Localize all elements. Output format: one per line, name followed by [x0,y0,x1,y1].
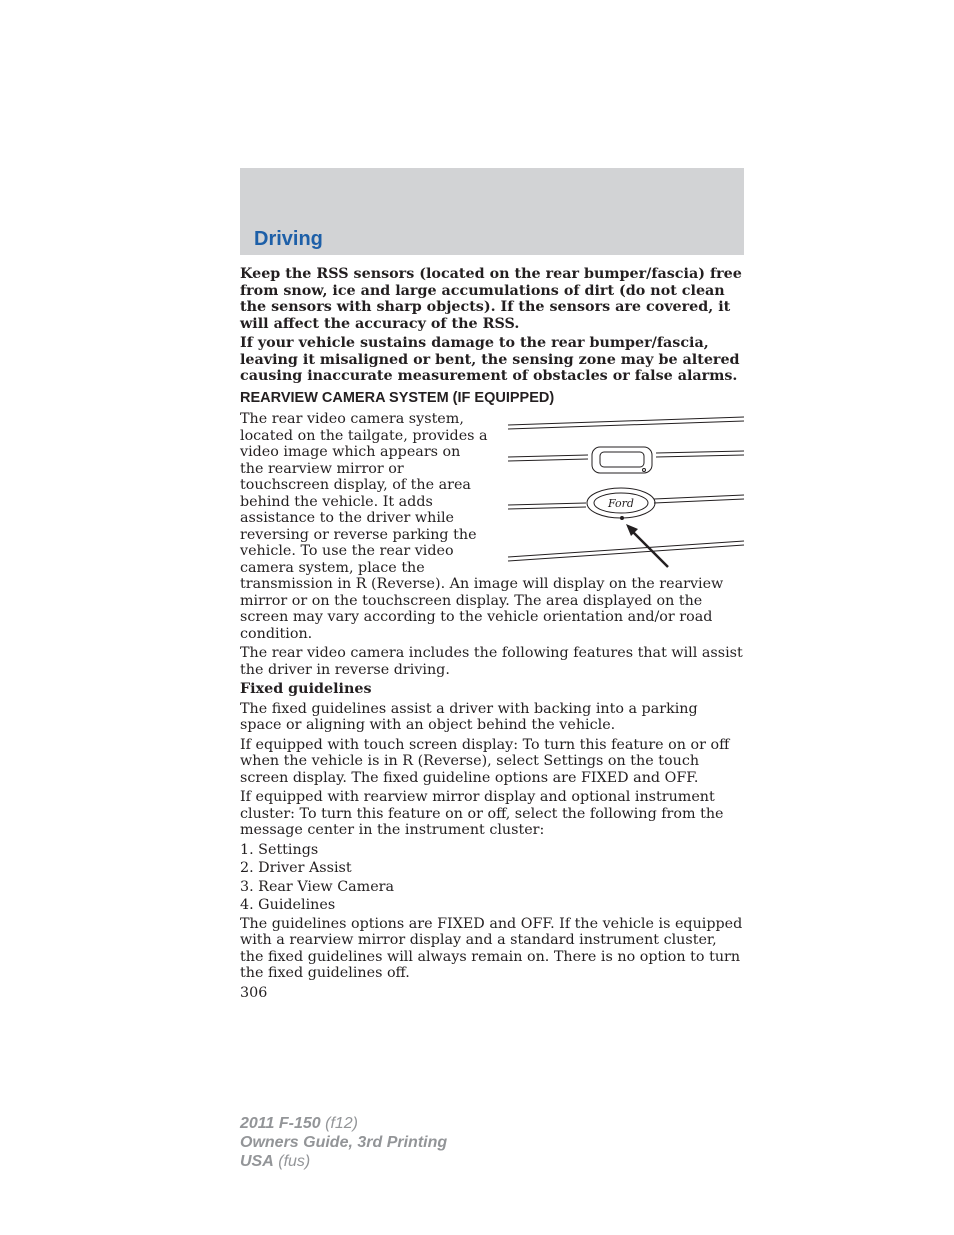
footer-guide: Owners Guide, 3rd Printing [240,1134,448,1151]
page-content [240,266,743,1004]
tailgate-panel-line [656,451,744,453]
touchscreen-instructions: If equipped with touch screen display: To turn this feature on or off when the vehicle is in R (Reverse), select Settings on the touch screen display. The fixed guideline options are FIXED and OFF. [240,736,730,786]
tailgate-panel-line [656,455,744,457]
section-header-band [240,168,744,255]
tailgate-camera-illustration [496,411,746,573]
document-footer [240,1114,447,1171]
camera-pointer-arrow [632,531,668,567]
warning-sensors: Keep the RSS sensors (located on the rear bumper/fascia) free from snow, ice and large accumulations of dirt (do not clean the sensors with sharp objects). If the sensors are covered, it will affect the accuracy of the RSS. [240,266,742,332]
step-item: 2. Driver Assist [240,860,352,876]
mirror-display-instructions: If equipped with rearview mirror display and optional instrument cluster: To turn this feature on or off, select the following from the message center in the instrument cluster: [240,789,724,838]
camera-intro-paragraph: The rear video camera system, located on the tailgate, provides a video image which appears on the rearview mirror or touchscreen display, of the area behind the vehicle. It adds assistance to the driver while reversing or reverse parking the vehicle. To use the rear video camera system, place the transmission in R (Reverse). An image will display on the rearview mirror or on the touchscreen display. The area displayed on the screen may vary according to the vehicle orientation and/or road condition. [240,411,724,642]
warning-bumper-damage: If your vehicle sustains damage to the rear bumper/fascia, leaving it misaligned or bent, the sensing zone may be altered causing inaccurate measurement of obstacles or false alarms. [240,335,740,384]
tailgate-panel-line [654,499,744,503]
section-title: Driving [254,228,323,250]
footer-market-code: (fus) [278,1153,311,1170]
tailgate-panel-line [508,455,588,457]
rearview-camera-heading: REARVIEW CAMERA SYSTEM (IF EQUIPPED) [240,389,555,406]
ford-logo-text: Ford [608,497,634,510]
step-item: 1. Settings [240,841,319,858]
footer-model: 2011 F-150 [240,1115,321,1132]
guidelines-options-paragraph: The guidelines options are FIXED and OFF. If the vehicle is equipped with a rearview mirror display and a standard instrument cluster, the fixed guidelines will always remain on. There is no option to turn the fixed guidelines off. [240,915,743,981]
tailgate-panel-line [508,503,586,505]
tailgate-edge-line [508,421,744,429]
footer-line-3 [240,1152,447,1171]
step-item: 4. Guidelines [240,897,336,913]
tailgate-keyhole [643,469,646,472]
footer-market: USA [240,1153,274,1170]
tailgate-panel-line [508,459,588,461]
footer-model-code: (f12) [325,1115,359,1132]
tailgate-panel-line [654,495,744,499]
guidelines-description: The fixed guidelines assist a driver with backing into a parking space or aligning with an object behind the vehicle. [240,700,698,733]
tailgate-edge-line [508,417,744,425]
tailgate-panel-line [508,507,586,509]
camera-lens [621,517,624,520]
page-number: 306 [240,984,268,1001]
fixed-guidelines-subheading: Fixed guidelines [240,681,372,697]
tailgate-edge-line [508,545,744,561]
tailgate-camera-drawing [496,411,746,573]
tailgate-edge-line [508,541,744,557]
footer-line-1 [240,1114,447,1133]
tailgate-handle-inner [600,452,644,467]
step-item: 3. Rear View Camera [240,878,395,895]
camera-features-paragraph: The rear video camera includes the following features that will assist the driver in reverse driving. [240,645,743,678]
